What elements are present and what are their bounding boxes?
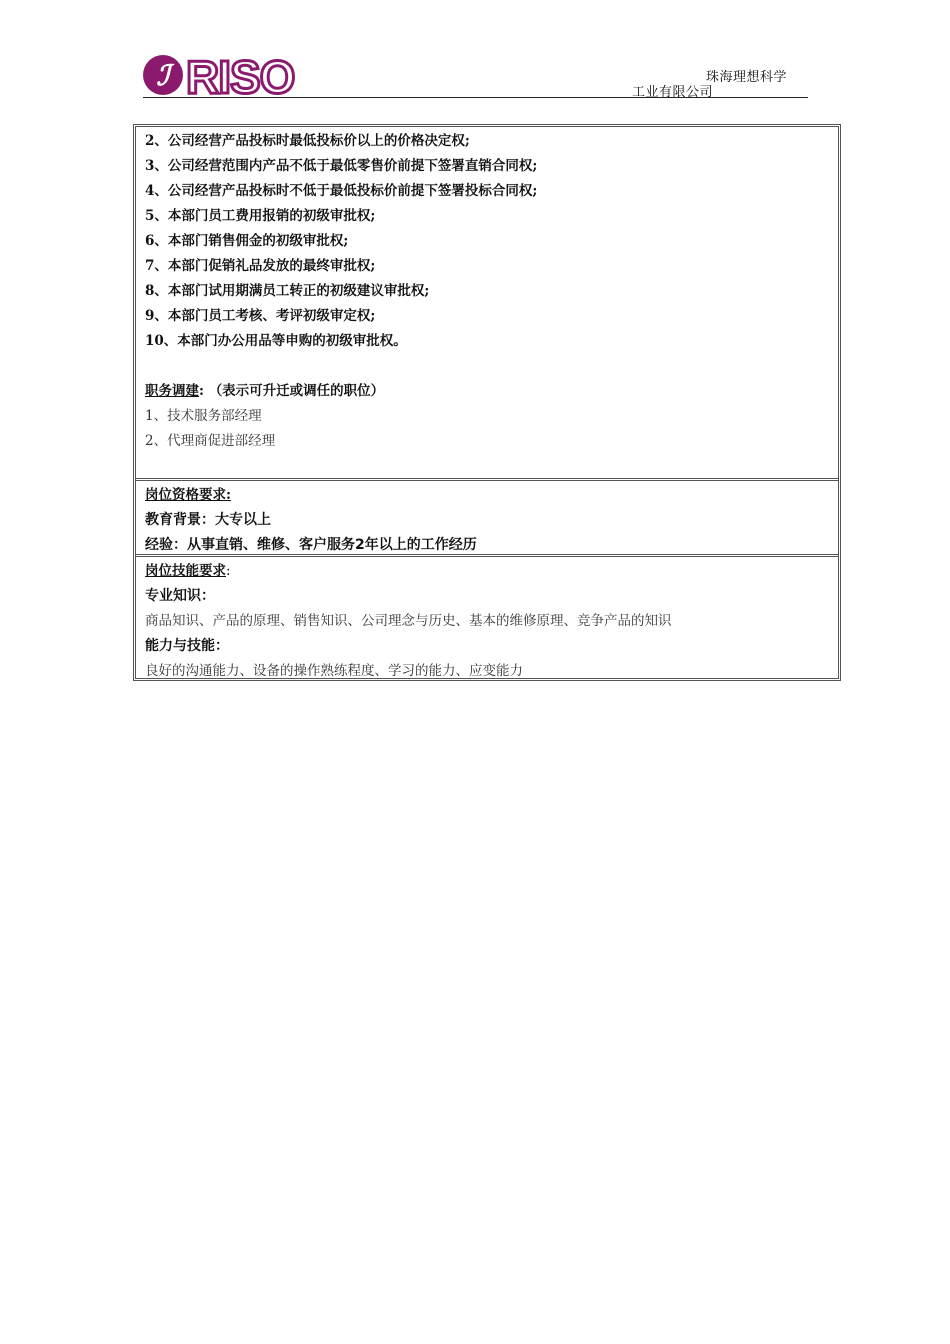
spacer bbox=[145, 354, 838, 379]
authority-item: 10、本部门办公用品等申购的初级审批权。 bbox=[145, 333, 407, 349]
ability-label: 能力与技能： bbox=[145, 638, 229, 654]
job-description-table bbox=[133, 124, 841, 681]
authority-item: 6、本部门销售佣金的初级审批权; bbox=[145, 233, 349, 249]
skills-title-colon: : bbox=[226, 563, 231, 579]
riso-logo bbox=[142, 52, 302, 98]
transfer-note: （表示可升迁或调任的职位） bbox=[208, 383, 385, 399]
transfer-item: 2、代理商促进部经理 bbox=[145, 433, 276, 449]
skills-title-text: 岗位技能要求 bbox=[145, 563, 226, 579]
transfer-colon: : bbox=[199, 383, 204, 399]
logo-wordmark: RISO bbox=[186, 52, 295, 98]
knowledge-label: 专业知识： bbox=[145, 588, 215, 604]
transfer-item: 1、技术服务部经理 bbox=[145, 408, 262, 424]
qualification-title-text: 岗位资格要求: bbox=[145, 487, 231, 503]
transfer-label: 职务调建 bbox=[145, 383, 199, 399]
knowledge-text: 商品知识、产品的原理、销售知识、公司理念与历史、基本的维修原理、竞争产品的知识 bbox=[145, 613, 672, 629]
authority-item: 9、本部门员工考核、考评初级审定权; bbox=[145, 308, 376, 324]
company-name-line2: 工业有限公司 bbox=[632, 85, 714, 100]
header-rule bbox=[143, 97, 808, 98]
qualification-section bbox=[136, 478, 838, 554]
experience-requirement: 经验：从事直销、维修、客户服务2年以上的工作经历 bbox=[145, 537, 477, 553]
authority-item: 4、公司经营产品投标时不低于最低投标价前提下签署投标合同权; bbox=[145, 183, 538, 199]
authority-item: 3、公司经营范围内产品不低于最低零售价前提下签署直销合同权; bbox=[145, 158, 538, 174]
company-name-line1: 珠海理想科学 bbox=[706, 70, 788, 85]
education-requirement: 教育背景：大专以上 bbox=[145, 512, 271, 528]
transfer-heading bbox=[145, 379, 838, 404]
skills-title bbox=[145, 559, 838, 584]
authority-item: 7、本部门促销礼品发放的最终审批权; bbox=[145, 258, 376, 274]
authority-section bbox=[136, 127, 838, 478]
svg-text:ℐ: ℐ bbox=[156, 59, 170, 92]
skills-section bbox=[136, 554, 838, 678]
page-header bbox=[140, 50, 808, 100]
authority-item: 2、公司经营产品投标时最低投标价以上的价格决定权; bbox=[145, 133, 470, 149]
ability-text: 良好的沟通能力、设备的操作熟练程度、学习的能力、应变能力 bbox=[145, 663, 523, 679]
qualification-title bbox=[145, 483, 838, 508]
authority-item: 5、本部门员工费用报销的初级审批权; bbox=[145, 208, 376, 224]
authority-item: 8、本部门试用期满员工转正的初级建议审批权; bbox=[145, 283, 430, 299]
